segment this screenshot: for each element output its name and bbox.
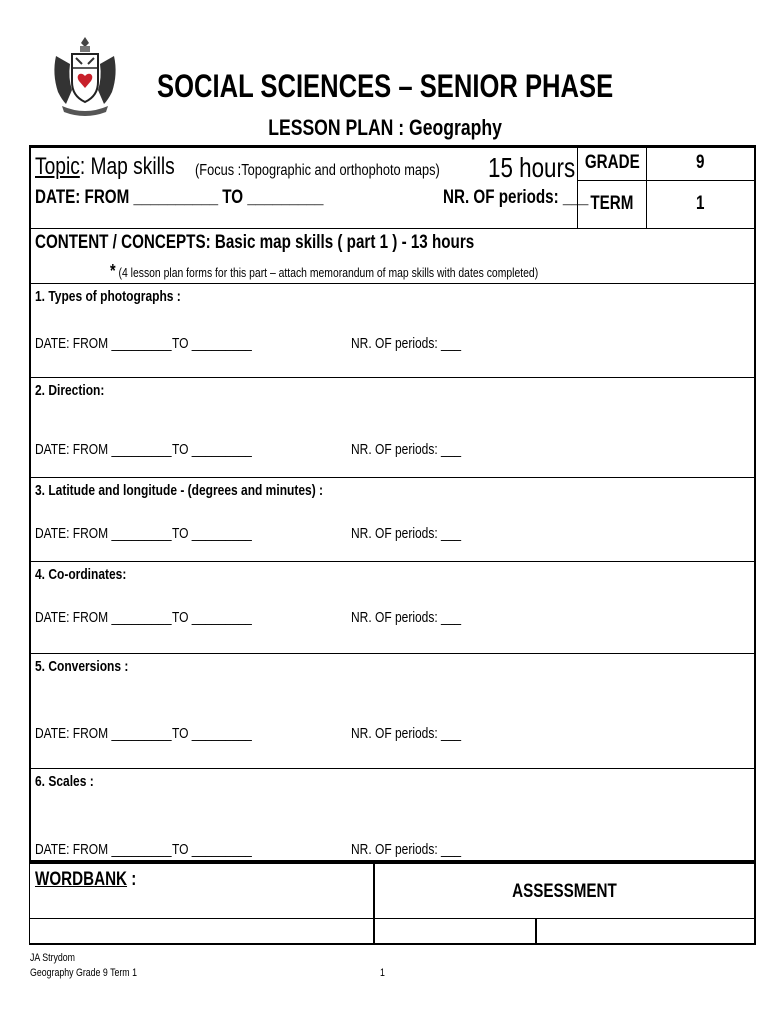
grade-label: GRADE	[584, 152, 640, 173]
grade-value: 9	[696, 152, 705, 173]
content-note: * (4 lesson plan forms for this part – attach memorandum of map skills with dates completed)	[110, 261, 539, 281]
topic-periods-line: NR. OF periods: ___	[443, 187, 589, 208]
section-1-title: 1. Types of photographs :	[35, 288, 181, 305]
topic-focus: (Focus :Topographic and orthophoto maps)	[195, 162, 440, 179]
assessment-label: ASSESSMENT	[512, 881, 617, 902]
footer-doc: Geography Grade 9 Term 1	[30, 967, 137, 979]
date-row: DATE: FROM _________ TO _________ NR. OF periods: ___	[35, 725, 462, 742]
date-row: DATE: FROM _________ TO _________ NR. OF periods: ___	[35, 609, 462, 626]
section-3-title: 3. Latitude and longitude - (degrees and minutes) :	[35, 482, 324, 499]
page-title: SOCIAL SCIENCES – SENIOR PHASE	[156, 68, 614, 104]
wordbank-label: WORDBANK :	[35, 869, 137, 890]
topic-line	[35, 153, 210, 181]
term-value: 1	[696, 193, 705, 214]
section-2-title: 2. Direction:	[35, 382, 105, 399]
date-row: DATE: FROM _________ TO _________ NR. OF periods: ___	[35, 441, 462, 458]
date-row: DATE: FROM _________ TO _________ NR. OF periods: ___	[35, 525, 462, 542]
topic-hours: 15 hours	[488, 152, 576, 183]
section-4-title: 4. Co-ordinates:	[35, 566, 127, 583]
topic-date-line: DATE: FROM __________ TO _________	[35, 187, 324, 208]
topic-label: Topic	[35, 153, 80, 180]
date-row: DATE: FROM _________ TO _________ NR. OF periods: ___	[35, 335, 462, 352]
content-concepts: CONTENT / CONCEPTS: Basic map skills ( part 1 ) - 13 hours	[35, 232, 475, 253]
footer-author: JA Strydom	[30, 952, 75, 964]
section-6-title: 6. Scales :	[35, 773, 94, 790]
page-number: 1	[380, 967, 385, 979]
topic-value: : Map skills	[79, 153, 175, 180]
page-subtitle: LESSON PLAN : Geography	[268, 115, 502, 140]
date-row: DATE: FROM _________ TO _________ NR. OF periods: ___	[35, 841, 462, 858]
section-5-title: 5. Conversions :	[35, 658, 129, 675]
term-label: TERM	[590, 193, 634, 214]
